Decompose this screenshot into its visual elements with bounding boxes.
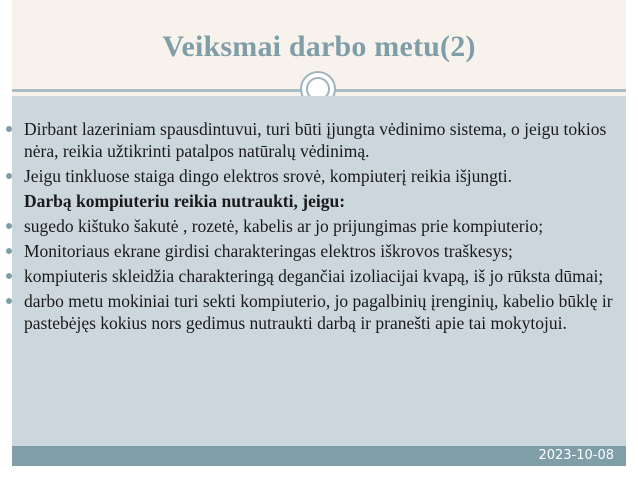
list-heading-text: Darbą kompiuteriu reikia nutraukti, jeigu: xyxy=(24,191,346,211)
list-item-text: sugedo kištuko šakutė , rozetė, kabelis ar jo prijungimas prie kompiuterio; xyxy=(24,216,544,236)
bullet-icon xyxy=(6,173,12,179)
list-item xyxy=(12,165,626,187)
slide-body xyxy=(12,96,626,446)
bullet-icon xyxy=(6,248,12,254)
bullet-icon xyxy=(6,298,12,304)
slide-title: Veiksmai darbo metu(2) xyxy=(162,30,476,63)
list-item-text: Jeigu tinkluose staiga dingo elektros srovė, kompiuterį reikia išjungti. xyxy=(24,166,512,186)
list-item-text: darbo metu mokiniai turi sekti kompiuterio, jo pagalbinių įrenginių, kabelio būklę ir pastebėjęs kokius nors gedimus nutraukti darbą ir pranešti apie tai mokytojui. xyxy=(24,291,613,333)
list-item xyxy=(12,118,626,162)
list-item xyxy=(12,240,626,262)
list-item xyxy=(12,290,626,334)
list-item-text: Dirbant lazeriniam spausdintuvui, turi būti įjungta vėdinimo sistema, o jeigu tokios nėra, reikia užtikrinti patalpos natūralų vėdinimą. xyxy=(24,119,607,161)
slide-footer xyxy=(12,446,626,466)
bullet-icon xyxy=(6,223,12,229)
list-heading xyxy=(12,190,626,212)
bullet-list xyxy=(12,118,626,337)
list-item xyxy=(12,265,626,287)
list-item-text: Monitoriaus ekrane girdisi charakteringas elektros iškrovos traškesys; xyxy=(24,241,513,261)
list-item xyxy=(12,215,626,237)
bullet-icon xyxy=(6,273,12,279)
bullet-icon xyxy=(6,126,12,132)
list-item-text: kompiuteris skleidžia charakteringą degančiai izoliacijai kvapą, iš jo rūksta dūmai; xyxy=(24,266,604,286)
slide-date: 2023-10-08 xyxy=(538,448,614,463)
